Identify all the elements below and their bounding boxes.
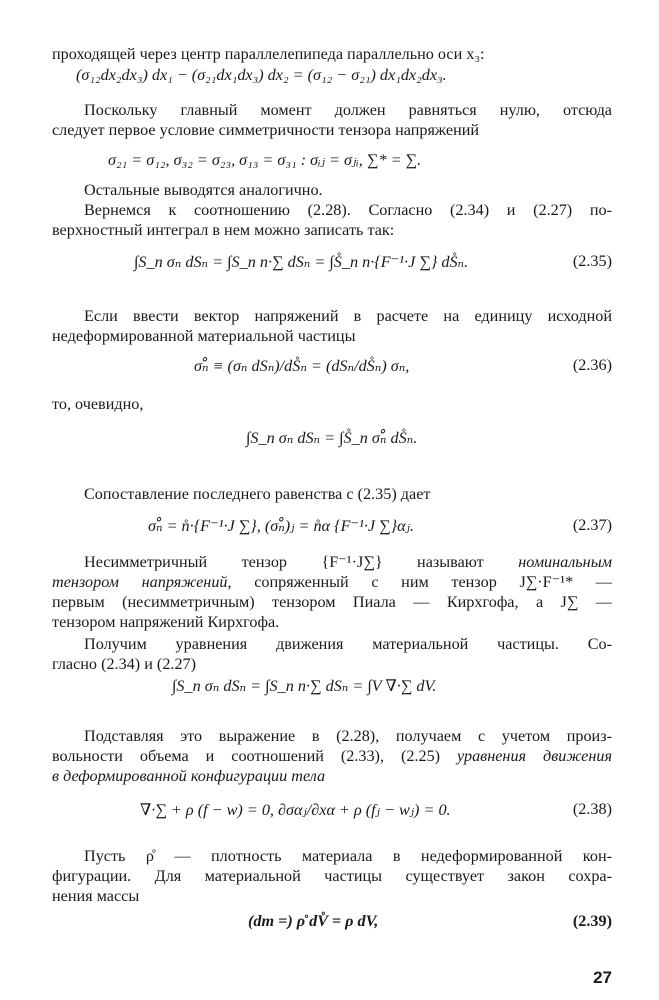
equation-number: (2.39) (572, 912, 612, 930)
equation-divergence-theorem (52, 676, 612, 702)
text-line: Подставляя это выражение в (2.28), получаем с учетом произ- (84, 727, 612, 745)
text-line: следует первое условие симметричности тензора напряжений (52, 121, 480, 139)
equation-2-38 (52, 800, 612, 826)
text-line: то, очевидно, (52, 395, 144, 413)
text-line (52, 572, 612, 592)
text-line: проходящей через центр параллелепипеда параллельно оси x₃: (52, 45, 485, 63)
text-line: фигурации. Для материальной частицы существует закон сохра- (52, 867, 612, 885)
term-equations-of-motion: уравнения движения (457, 747, 613, 765)
equation-formula: σₙ̊ = n̊·{F⁻¹·J ∑}, (σₙ̊)ⱼ = n̊α {F⁻¹·J ∑}αⱼ. (148, 517, 414, 535)
equation-integral-equality (52, 428, 612, 454)
text-run: вольности объема и соотношений (2.33), (2.25) (52, 747, 441, 765)
equation-2-37 (52, 516, 612, 542)
equation-formula: (dm =) ρ̊ dV̊ = ρ dV, (248, 912, 379, 930)
text-line: недеформированной материальной частицы (52, 327, 356, 345)
text-line: тензором напряжений Кирхгофа. (52, 613, 280, 631)
equation-formula: ∫S_n σₙ dSₙ = ∫S_n n·∑ dSₙ = ∫V ∇·∑ dV. (172, 677, 437, 695)
text-line: Пусть ρ̊ — плотность материала в недеформированной кон- (84, 847, 612, 865)
text-run: , сопряженный с ним тензор J∑·F⁻¹* — (227, 573, 612, 591)
equation-number: (2.37) (572, 516, 612, 534)
term-stress-tensor: тензором напряжений (52, 573, 228, 591)
text-line: первым (несимметричным) тензором Пиала — Кирхгофа, а J∑ — (52, 593, 612, 611)
equation-formula: ∇·∑ + ρ (f − w) = 0, ∂σαⱼ/∂xα + ρ (fⱼ − wⱼ) = 0. (140, 801, 451, 819)
equation-formula: σₙ̊ ≡ (σₙ dSₙ)/dS̊ₙ = (dSₙ/dS̊ₙ) σₙ, (194, 357, 410, 375)
equation-symmetry-conditions (52, 150, 612, 176)
text-line: Вернемся к соотношению (2.28). Согласно (2.34) и (2.27) по- (84, 201, 612, 219)
text-line: гласно (2.34) и (2.27) (52, 655, 197, 673)
text-run: Несимметричный тензор {F⁻¹·J∑} называют (84, 553, 484, 571)
term-nominal: номинальным (518, 553, 612, 571)
text-line: Поскольку главный момент должен равняться нулю, отсюда (84, 101, 612, 119)
equation-number: (2.36) (572, 356, 612, 374)
equation-torque-balance (52, 66, 612, 92)
equation-formula: ∫S_n σₙ dSₙ = ∫S̊_n σₙ̊ dS̊ₙ. (246, 429, 418, 447)
equation-number: (2.35) (572, 252, 612, 270)
text-line: Остальные выводятся аналогично. (84, 181, 323, 199)
equation-2-39 (52, 912, 612, 938)
text-line (84, 552, 612, 572)
equation-2-36 (52, 356, 612, 382)
text-line: верхностный интеграл в нем можно записать так: (52, 221, 395, 239)
equation-formula: ∫S_n σₙ dSₙ = ∫S_n n·∑ dSₙ = ∫S̊_n n·{F⁻¹·J ∑} dS̊ₙ. (134, 253, 469, 271)
text-line: Получим уравнения движения материальной частицы. Со- (84, 635, 612, 653)
text-line: Сопоставление последнего равенства с (2.35) дает (84, 485, 431, 503)
page-number: 27 (593, 968, 612, 987)
text-line (52, 746, 612, 766)
text-line: нения массы (52, 887, 140, 905)
text-line: Если ввести вектор напряжений в расчете на единицу исходной (84, 307, 612, 325)
equation-2-35 (52, 252, 612, 278)
text-line: в деформированной конфигурации тела (52, 767, 326, 785)
equation-formula: (σ₁₂dx₂dx₃) dx₁ − (σ₂₁dx₁dx₃) dx₂ = (σ₁₂ − σ₂₁) dx₁dx₂dx₃. (76, 66, 447, 84)
equation-number: (2.38) (572, 800, 612, 818)
equation-formula: σ₂₁ = σ₁₂, σ₃₂ = σ₂₃, σ₁₃ = σ₃₁ : σᵢⱼ = σⱼᵢ, ∑* = ∑. (108, 151, 422, 169)
